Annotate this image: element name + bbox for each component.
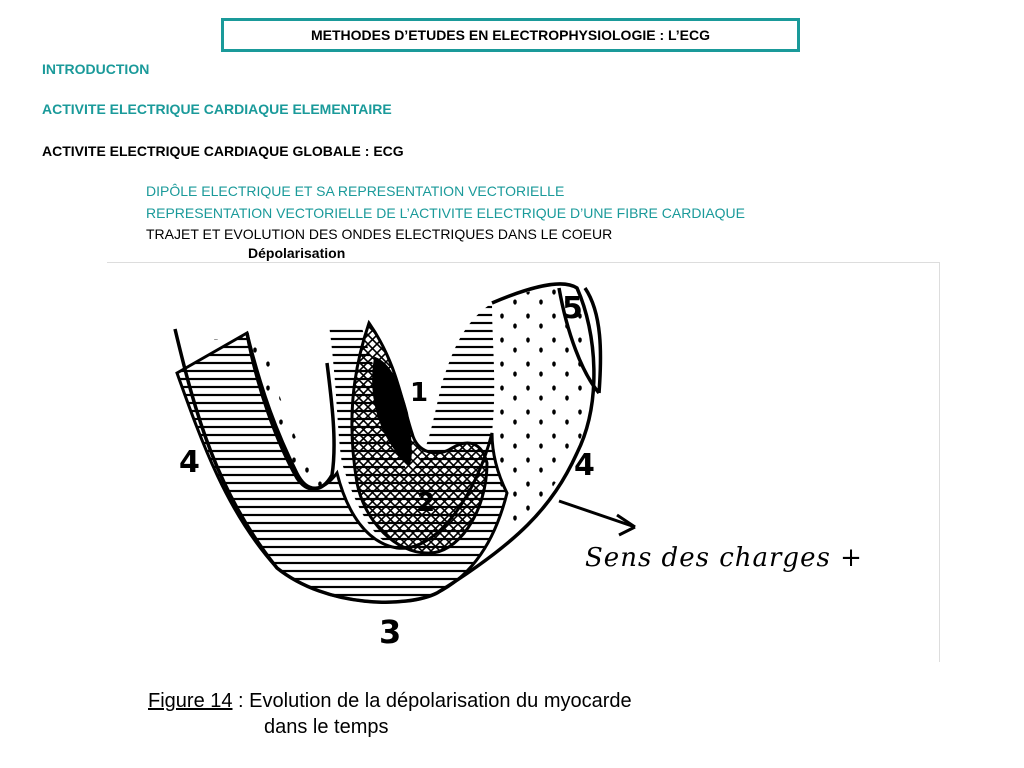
section-activite-globale: ACTIVITE ELECTRIQUE CARDIAQUE GLOBALE : ECG (42, 143, 404, 159)
caption-line-1: : Evolution de la dépolarisation du myocarde (232, 690, 632, 712)
figure-number: Figure 14 (148, 690, 233, 712)
zone-label-4-left: 4 (179, 445, 200, 480)
current-topic: Dépolarisation (248, 245, 346, 261)
section-activite-elementaire: ACTIVITE ELECTRIQUE CARDIAQUE ELEMENTAIRE (42, 101, 392, 117)
section-introduction: INTRODUCTION (42, 61, 150, 77)
zone-label-4-right: 4 (574, 448, 595, 483)
caption-line-2: dans le temps (264, 716, 389, 738)
slide-title-text: METHODES D’ETUDES EN ELECTROPHYSIOLOGIE : L’ECG (310, 27, 711, 43)
slide-title (221, 18, 800, 52)
subsection-representation-vectorielle: REPRESENTATION VECTORIELLE DE L’ACTIVITE ELECTRIQUE D’UNE FIBRE CARDIAQUE (146, 205, 746, 221)
heart-drawing (107, 263, 940, 663)
charge-direction-text: Sens des charges + (585, 543, 863, 573)
subsection-dipole: DIPÔLE ELECTRIQUE ET SA REPRESENTATION VECTORIELLE (146, 183, 565, 199)
zone-label-1: 1 (410, 378, 429, 408)
heart-depolarization-figure (107, 262, 940, 662)
charge-arrow-shaft (559, 501, 635, 527)
zone-label-5: 5 (562, 291, 583, 326)
figure-caption (148, 688, 632, 740)
subsection-trajet: TRAJET ET EVOLUTION DES ONDES ELECTRIQUES DANS LE COEUR (146, 226, 613, 242)
zone-label-2: 2 (417, 488, 436, 518)
zone-label-3: 3 (379, 613, 402, 651)
